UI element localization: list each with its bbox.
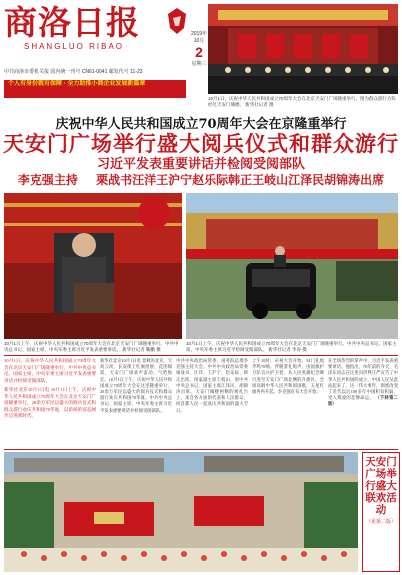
red-emblem-icon [164, 6, 190, 36]
caption-credit: 新华社记者 摄 [245, 102, 274, 107]
sub-headline-2 [0, 171, 402, 188]
day-number: 2 [195, 44, 203, 60]
main-headline: 天安门广场举行盛大阅兵仪式和群众游行 [3, 131, 399, 156]
sub-headline-right: 栗战书汪洋王沪宁赵乐际韩正王岐山江泽民胡锦涛出席 [96, 173, 385, 187]
summary-paragraph-1: 10月1日，庆祝中华人民共和国成立70周年大会在北京天安门广场隆重举行，中共中央总书记、国家主席、中央军委主席习近平发表重要讲话并检阅受阅部队。 [4, 358, 96, 383]
caption-text: 10月1日上午，庆祝中华人民共和国成立70周年大会在北京天安门广场隆重举行。中共中央总书记、国家主席、中央军委主席习近平检阅受阅部队。 [186, 341, 397, 352]
photo-left [4, 193, 182, 339]
sidebar-headline-box [362, 452, 400, 572]
caption-text: 10月1日，庆祝中华人民共和国成立70周年大会在北京天安门广场隆重举行。图为群众游行方阵经过天安门城楼。 [208, 96, 397, 107]
body-column-1: 新华社北京10月1日电 金秋的北京，天高云淡，长安街上红旗招展、花团锦簇，天安门广场欢声雷动、气势恢宏。10月1日上午，庆祝中华人民共和国成立70周年大会在这里隆重举行，20余万军民以盛大的阅兵仪式和群众游行欢庆共和国70华诞。中共中央总书记、国家主席、中央军委主席习近平发表重要讲话并检阅受阅部队。 [100, 358, 172, 413]
masthead [4, 3, 160, 51]
weekday: 星期三 [191, 61, 207, 67]
top-photo-caption [208, 96, 398, 110]
top-photo [208, 4, 398, 94]
summary-paragraph-2: 新华社北京10月1日电 10月1日上午，庆祝中华人民共和国成立70周年大会在北京天安门广场隆重举行，20余万军民以盛大的阅兵仪式和群众游行欢庆共和国70华诞，以昂扬的姿态阔步迈进新时代。 [4, 387, 96, 418]
photo-left-caption [4, 341, 182, 353]
newspaper-pinyin: SHANGLUO RIBAO [23, 42, 124, 51]
sub-headline: 习近平发表重要讲话并检阅受阅部队 [96, 157, 305, 172]
bottom-photo [4, 452, 358, 572]
pre-headline: 庆祝中华人民共和国成立70周年大会在京隆重举行 [55, 117, 347, 132]
newspaper-title: 商洛日报 [4, 3, 140, 42]
divider [4, 449, 398, 450]
photo-right-caption [186, 341, 398, 353]
summary-block [4, 358, 96, 448]
publication-meta: 中共商洛市委机关报 国内统一刊号 CN61-0041 邮发代号 11-23 [4, 69, 143, 75]
divider [4, 355, 398, 356]
sidebar-note: （见第二版） [365, 519, 396, 525]
caption-text: 10月1日上午，庆祝中华人民共和国成立70周年大会在北京天安门广场隆重举行。中共中央总书记、国家主席、中央军委主席习近平发表重要讲话。 [4, 341, 179, 352]
year-month: 2019年10月 [190, 31, 208, 44]
body-column-4-text: 在全场热烈的掌声中，习近平发表重要讲话。他指出，70年前的今天，毛泽东同志在这里向世界庄严宣告了中华人民共和国的成立，中国人民从此站起来了。这一伟大事件，彻底改变了近代以后100多年中国积贫积弱、受人欺凌的悲惨命运。 [328, 358, 398, 401]
banner-line-1: 个人有身份就有保障 · 全力助推小商企业发展新篇章 [8, 81, 146, 87]
sidebar-title: 天安门广场举行盛大联欢活动 [365, 456, 397, 516]
body-column-2: 中共中央政治局常委、国务院总理李克强主持大会。中共中央政治局常委栗战书、汪洋、王沪宁、赵乐际、韩正出席，国家副主席王岐山、原中共中央总书记、国家主席江泽民、胡锦涛出席。天安门城楼两侧的观礼台上，来自各方面的代表和人民群众，同首都人民一起欢庆共和国的盛大节日。 [176, 358, 248, 413]
body-column-3: 上午10时，庆祝大会开始。54门礼炮齐鸣70响。伴随着礼炮声，由国旗护卫队官兵护卫着，从人民英雄纪念碑行进至天安门广场北侧的升旗区。全场高唱中华人民共和国国歌，五星红旗冉冉升起。李克强宣布大会开始。 [252, 358, 324, 395]
caption-credit: 新华社记者 李涛 摄 [268, 347, 307, 352]
sub-headline-left: 李克强主持 [17, 173, 78, 187]
continued-note: （下转第二版） [328, 395, 398, 407]
photo-right [186, 193, 398, 339]
promo-banner [4, 80, 186, 98]
body-column-4 [328, 358, 398, 448]
caption-credit: 新华社记者 鞠鹏 摄 [122, 347, 161, 352]
issue-date [190, 4, 208, 74]
